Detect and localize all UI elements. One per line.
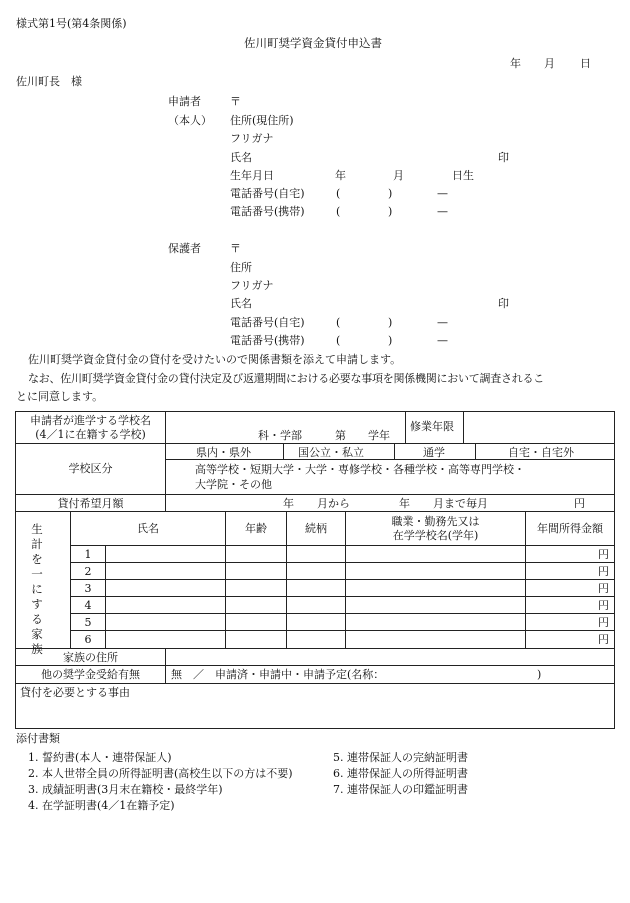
applicant-sublabel: （本人） xyxy=(168,114,212,127)
dash: — xyxy=(437,316,448,329)
row-number: 4 xyxy=(84,599,92,612)
col-income-header: 年間所得金額 xyxy=(537,522,603,535)
loan-amount-label: 貸付希望月額 xyxy=(57,497,124,510)
row-number: 1 xyxy=(84,548,92,561)
applicant-birthdate-label: 生年月日 xyxy=(230,169,274,182)
paren-close: ) xyxy=(388,205,393,218)
home-away-option[interactable]: 自宅・自宅外 xyxy=(508,446,574,459)
public-private-option[interactable]: 国公立・私立 xyxy=(298,446,364,459)
date-day: 日 xyxy=(580,57,591,70)
attachment-item: 3. 成績証明書(3月末在籍校・最終学年) xyxy=(28,783,223,796)
birth-month: 月 xyxy=(393,169,404,182)
date-month: 月 xyxy=(544,57,555,70)
row-yen: 円 xyxy=(598,616,609,629)
inside-outside-option[interactable]: 県内・県外 xyxy=(196,446,251,459)
col-name-header: 氏名 xyxy=(137,522,159,535)
dash: — xyxy=(437,187,448,200)
loan-from-year: 年 xyxy=(283,497,294,510)
applicant-seal: 印 xyxy=(498,151,509,164)
dash: — xyxy=(437,334,448,347)
dash: — xyxy=(437,205,448,218)
birth-suffix: 日生 xyxy=(452,169,474,182)
study-period-label: 修業年限 xyxy=(410,420,454,433)
row-number: 5 xyxy=(84,616,92,629)
paren-open: ( xyxy=(336,187,341,200)
form-title: 佐川町奨学資金貸付申込書 xyxy=(244,36,382,50)
loan-to-month: 月まで毎月 xyxy=(433,497,488,510)
other-scholarship-options[interactable]: 無 ／ 申請済・申請中・申請予定(名称： xyxy=(171,668,385,681)
guardian-postal: 〒 xyxy=(230,242,241,255)
guardian-name-label: 氏名 xyxy=(230,297,252,310)
addressee: 佐川町長 様 xyxy=(16,75,82,88)
loan-yen: 円 xyxy=(574,497,585,510)
guardian-phone-mobile-label: 電話番号(携帯) xyxy=(230,334,305,347)
row-yen: 円 xyxy=(598,582,609,595)
applicant-name-label: 氏名 xyxy=(230,151,252,164)
school-types-line-2[interactable]: 大学院・その他 xyxy=(195,478,272,491)
loan-reason-label: 貸付を必要とする事由 xyxy=(20,686,130,699)
paren-close: ) xyxy=(388,187,393,200)
attachment-item: 7. 連帯保証人の印鑑証明書 xyxy=(333,783,468,796)
birth-year: 年 xyxy=(335,169,346,182)
statement-line-2: なお、佐川町奨学資金貸付金の貸付決定及び返還期間における必要な事項を関係機関において調査されるこ xyxy=(28,372,544,385)
commute-label: 通学 xyxy=(423,446,445,459)
household-label: 生計を一にする家族 xyxy=(31,522,43,656)
applicant-address-label: 住所(現住所) xyxy=(230,114,294,127)
attachment-item: 2. 本人世帯全員の所得証明書(高校生以下の方は不要) xyxy=(28,767,293,780)
school-types-line-1[interactable]: 高等学校・短期大学・大学・専修学校・各種学校・高等専門学校・ xyxy=(195,463,525,476)
paren-close: ) xyxy=(388,316,393,329)
row-number: 3 xyxy=(84,582,92,595)
paren-close: ) xyxy=(388,334,393,347)
col-relation-header: 続柄 xyxy=(305,522,327,535)
attachment-item: 5. 連帯保証人の完納証明書 xyxy=(333,751,468,764)
applicant-phone-mobile-label: 電話番号(携帯) xyxy=(230,205,305,218)
statement-line-3: とに同意します。 xyxy=(16,390,104,403)
col-age-header: 年齢 xyxy=(245,522,267,535)
dept-grade-text: 科・学部 第 学年 xyxy=(258,429,390,442)
row-yen: 円 xyxy=(598,633,609,646)
date-year: 年 xyxy=(510,57,521,70)
applicant-postal: 〒 xyxy=(230,95,241,108)
attachments-title: 添付書類 xyxy=(16,732,60,745)
form-number: 様式第1号(第4条関係) xyxy=(16,17,127,30)
loan-from-month: 月から xyxy=(317,497,350,510)
family-address-label: 家族の住所 xyxy=(63,651,118,664)
applicant-phone-home-label: 電話番号(自宅) xyxy=(230,187,305,200)
row-yen: 円 xyxy=(598,548,609,561)
applicant-furigana-label: フリガナ xyxy=(230,132,274,145)
loan-to-year: 年 xyxy=(399,497,410,510)
guardian-label: 保護者 xyxy=(168,242,201,255)
guardian-phone-home-label: 電話番号(自宅) xyxy=(230,316,305,329)
row-yen: 円 xyxy=(598,565,609,578)
other-scholarship-label: 他の奨学金受給有無 xyxy=(41,668,140,681)
attachment-item: 6. 連帯保証人の所得証明書 xyxy=(333,767,468,780)
paren-open: ( xyxy=(336,316,341,329)
paren-open: ( xyxy=(336,334,341,347)
paren-open: ( xyxy=(336,205,341,218)
col-job-header: 職業・勤務先又は 在学学校名(学年) xyxy=(391,515,480,542)
guardian-seal: 印 xyxy=(498,297,509,310)
attachment-item: 1. 誓約書(本人・連帯保証人) xyxy=(28,751,172,764)
school-category-label: 学校区分 xyxy=(68,462,113,475)
row-yen: 円 xyxy=(598,599,609,612)
applicant-label: 申請者 xyxy=(168,95,201,108)
row-number: 6 xyxy=(84,633,92,646)
school-name-label: 申請者が進学する学校名 (4／1に在籍する学校) xyxy=(30,414,151,441)
row-number: 2 xyxy=(84,565,92,578)
attachment-item: 4. 在学証明書(4／1在籍予定) xyxy=(28,799,175,812)
other-scholarship-close: ) xyxy=(537,668,542,681)
statement-line-1: 佐川町奨学資金貸付金の貸付を受けたいので関係書類を添えて申請します。 xyxy=(28,353,402,366)
guardian-furigana-label: フリガナ xyxy=(230,279,274,292)
guardian-address-label: 住所 xyxy=(230,261,252,274)
